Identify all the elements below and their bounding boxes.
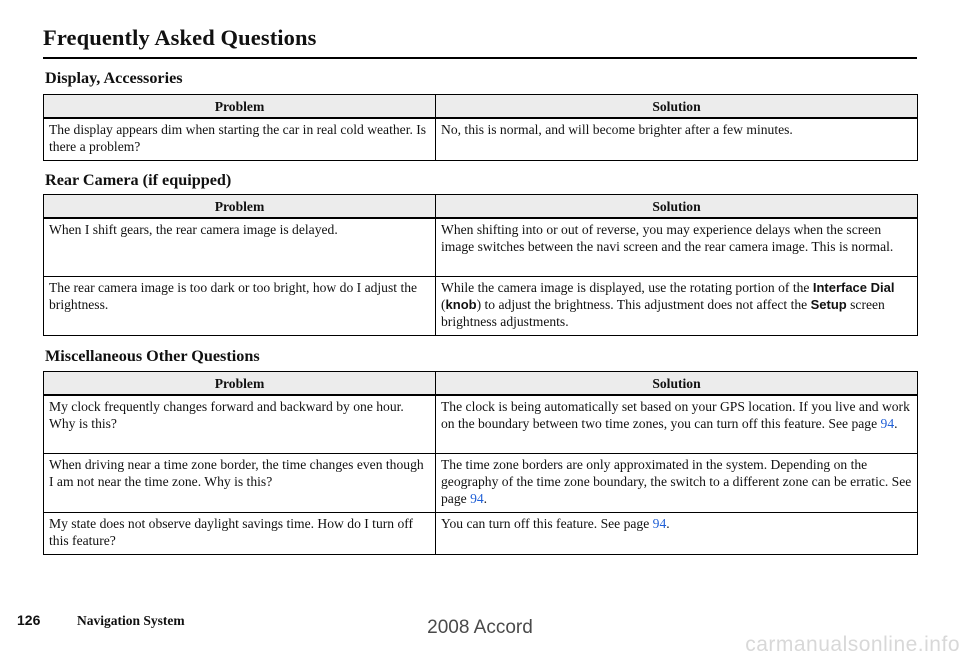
table-header-row	[44, 372, 918, 396]
footer-label: Navigation System	[77, 613, 185, 628]
column-header-solution: Solution	[436, 195, 918, 219]
problem-cell: The rear camera image is too dark or too bright, how do I adjust the brightness.	[44, 276, 436, 335]
page-link[interactable]: 94	[470, 490, 484, 506]
interface-dial-label: Interface Dial	[812, 279, 895, 295]
section-title-misc: Miscellaneous Other Questions	[45, 347, 260, 365]
footer-page-number: 126	[17, 612, 41, 628]
problem-cell: When driving near a time zone border, the time changes even though I am not near the time zone. Why is this?	[44, 453, 436, 512]
problem-cell: The display appears dim when starting the car in real cold weather. Is there a problem?	[44, 118, 436, 161]
table-header-row	[44, 195, 918, 219]
solution-cell: The time zone borders are only approximated in the system. Depending on the geography of the time zone boundary, the switch to a different zone can be erratic. See page 94.	[436, 453, 918, 512]
solution-cell: No, this is normal, and will become brighter after a few minutes.	[436, 118, 918, 161]
section-title-display: Display, Accessories	[45, 69, 183, 87]
site-watermark: carmanualsonline.info	[745, 633, 960, 656]
faq-table-display	[43, 94, 918, 161]
faq-table-misc	[43, 371, 918, 555]
problem-cell: When I shift gears, the rear camera image is delayed.	[44, 218, 436, 276]
knob-label: knob	[445, 296, 477, 312]
column-header-problem: Problem	[44, 95, 436, 119]
problem-cell: My clock frequently changes forward and backward by one hour. Why is this?	[44, 395, 436, 453]
faq-table-rear-camera	[43, 194, 918, 336]
solution-cell: When shifting into or out of reverse, you may experience delays when the screen image switches between the navi screen and the rear camera image. This is normal.	[436, 218, 918, 276]
column-header-solution: Solution	[436, 95, 918, 119]
table-row	[44, 276, 918, 335]
page-link[interactable]: 94	[652, 515, 667, 531]
column-header-problem: Problem	[44, 372, 436, 396]
solution-cell: You can turn off this feature. See page 94.	[436, 512, 918, 554]
page-link[interactable]: 94	[880, 416, 895, 431]
section-title-rear-camera: Rear Camera (if equipped)	[45, 171, 232, 189]
solution-cell: The clock is being automatically set based on your GPS location. If you live and work on the boundary between two time zones, you can turn off this feature. See page 94.	[436, 395, 918, 453]
problem-cell: My state does not observe daylight savings time. How do I turn off this feature?	[44, 512, 436, 554]
table-header-row	[44, 95, 918, 119]
table-row	[44, 218, 918, 276]
table-row	[44, 395, 918, 453]
table-row	[44, 512, 918, 554]
model-watermark: 2008 Accord	[427, 617, 533, 638]
table-row	[44, 118, 918, 161]
table-row	[44, 453, 918, 512]
solution-cell: While the camera image is displayed, use the rotating portion of the Interface Dial (knob) to adjust the brightness. This adjustment does not affect the Setup screen brightness adjustments.	[436, 276, 918, 335]
column-header-problem: Problem	[44, 195, 436, 219]
title-divider	[43, 57, 917, 59]
setup-label: Setup	[810, 296, 847, 312]
column-header-solution: Solution	[436, 372, 918, 396]
page-title: Frequently Asked Questions	[43, 25, 317, 50]
